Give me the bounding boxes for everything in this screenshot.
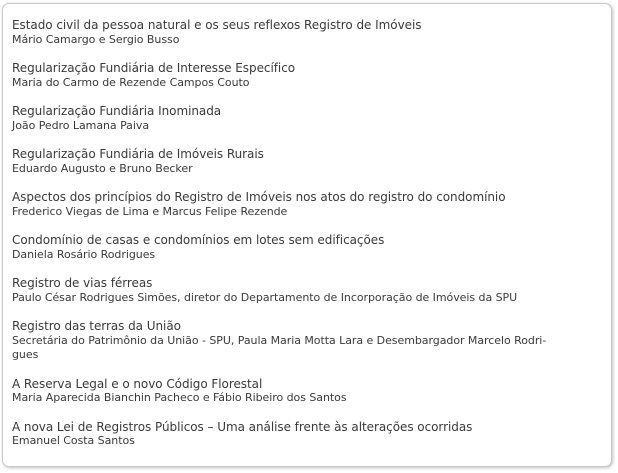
article-authors: Paulo César Rodrigues Simões, diretor do Departamento de Incorporação de Imóveis da SPU	[12, 290, 518, 304]
article-authors: Mário Camargo e Sergio Busso	[12, 32, 180, 46]
article-authors: Eduardo Augusto e Bruno Becker	[12, 161, 193, 175]
article-authors: Maria Aparecida Bianchin Pacheco e Fábio Ribeiro dos Santos	[12, 391, 347, 404]
article-authors: Frederico Viegas de Lima e Marcus Felipe Rezende	[12, 204, 288, 218]
list-item	[12, 377, 602, 406]
article-title-link[interactable]: Regularização Fundiária de Interesse Específico	[12, 61, 296, 75]
article-authors: Maria do Carmo de Rezende Campos Couto	[12, 75, 250, 89]
article-authors: Secretária do Patrimônio da União - SPU, Paula Maria Motta Lara e Desembargador Marcelo Rodri-	[12, 333, 547, 347]
article-title-link[interactable]: A nova Lei de Registros Públicos – Uma análise frente às alterações ocorridas	[12, 419, 473, 434]
list-item	[12, 319, 602, 363]
list-item	[12, 233, 602, 262]
list-item	[12, 104, 602, 133]
article-title-link[interactable]: Regularização Fundiária de Imóveis Rurais	[12, 147, 264, 161]
article-authors-continued: gues	[12, 348, 39, 361]
article-title-link[interactable]: Registro das terras da União	[12, 319, 181, 333]
list-item	[12, 276, 602, 305]
article-title-link[interactable]: A Reserva Legal e o novo Código Florestal	[12, 376, 263, 391]
list-item	[12, 147, 602, 176]
article-title-link[interactable]: Registro de vias férreas	[12, 276, 153, 290]
article-list	[12, 18, 602, 449]
article-authors: Emanuel Costa Santos	[12, 434, 135, 447]
article-authors: João Pedro Lamana Paiva	[12, 118, 150, 132]
article-title-link[interactable]: Aspectos dos princípios do Registro de Imóveis nos atos do registro do condomínio	[12, 190, 506, 204]
articles-panel	[2, 3, 612, 467]
list-item	[12, 420, 602, 449]
article-authors: Daniela Rosário Rodrigues	[12, 247, 156, 261]
article-title-link[interactable]: Estado civil da pessoa natural e os seus reflexos Registro de Imóveis	[12, 18, 422, 32]
article-title-link[interactable]: Regularização Fundiária Inominada	[12, 104, 222, 118]
article-title-link[interactable]: Condomínio de casas e condomínios em lotes sem edificações	[12, 233, 385, 247]
list-item	[12, 61, 602, 90]
list-item	[12, 190, 602, 219]
list-item	[12, 18, 602, 47]
